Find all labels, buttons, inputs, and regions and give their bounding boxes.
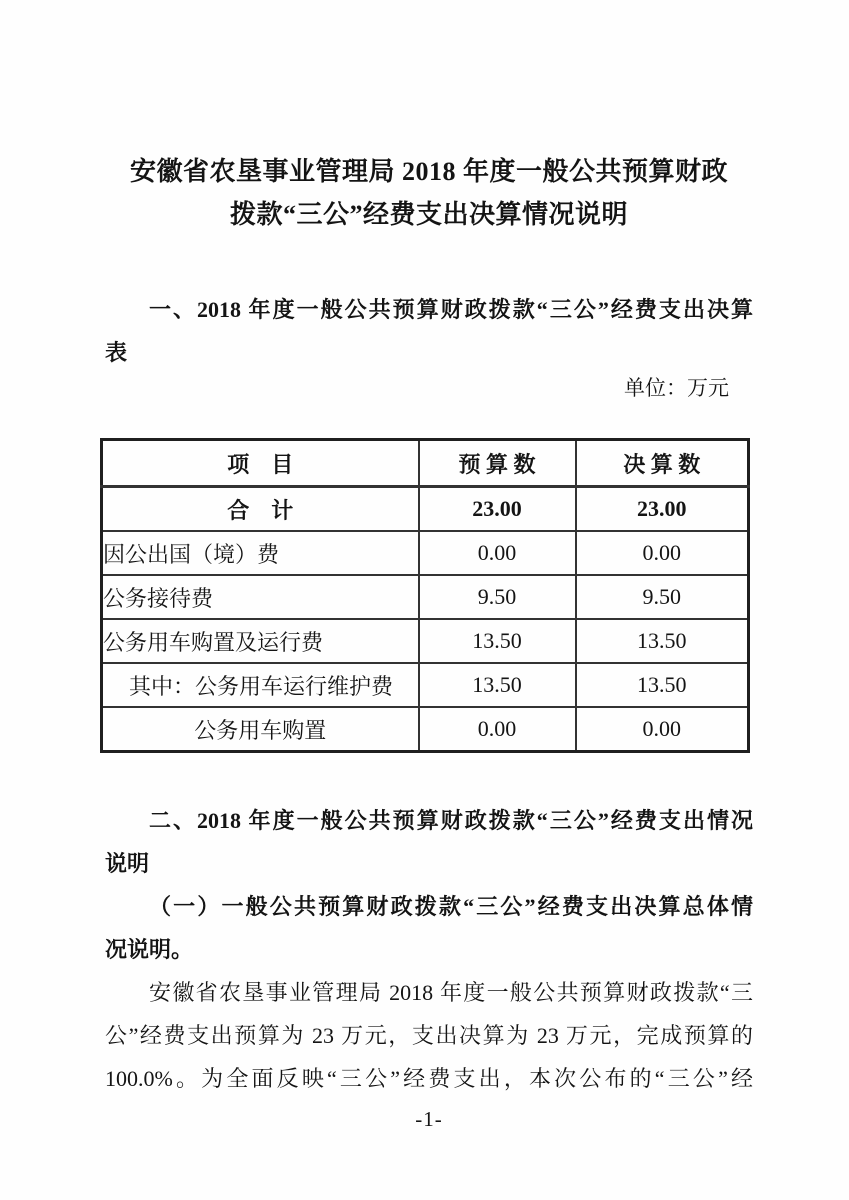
row-item-label: 合 计 [102,487,419,532]
row-budget-value: 0.00 [419,531,576,575]
row-budget-value: 13.50 [419,663,576,707]
section-1-heading [105,288,753,374]
row-final-value: 23.00 [576,487,749,532]
row-final-value: 13.50 [576,663,749,707]
table-header-row [102,440,749,487]
row-final-value: 0.00 [576,531,749,575]
subsection-1-heading-line-2: 况说明。 [105,937,194,962]
row-final-value: 0.00 [576,707,749,752]
section-2-heading-line-2: 说明 [105,851,150,876]
row-budget-value: 0.00 [419,707,576,752]
column-header-item: 项 目 [102,440,419,487]
section-2-heading-line-1: 二、2018 年度一般公共预算财政拨款“三公”经费支出情况 [149,808,753,833]
subsection-1-heading-line-1: （一）一般公共预算财政拨款“三公”经费支出决算总体情 [149,894,753,919]
row-budget-value: 23.00 [419,487,576,532]
row-item-label: 公务用车购置及运行费 [102,619,419,663]
doc-title [105,150,753,236]
table-row-reception-fee [102,575,749,619]
unit-label: 单位：万元 [624,376,729,400]
body-paragraph [105,971,753,1100]
column-header-final: 决 算 数 [576,440,749,487]
subsection-1-heading [105,885,753,971]
table-row-total [102,487,749,532]
row-final-value: 13.50 [576,619,749,663]
column-header-budget: 预 算 数 [419,440,576,487]
row-final-value: 9.50 [576,575,749,619]
table-row-abroad-fee [102,531,749,575]
row-item-label: 其中：公务用车运行维护费 [102,663,419,707]
table-row-vehicle-purchase-and-operation [102,619,749,663]
table-row-vehicle-operation-maintenance [102,663,749,707]
body-paragraph-line-1: 安徽省农垦事业管理局 2018 年度一般公共预算财政拨款“三 [149,980,753,1005]
section-1-heading-line-2: 表 [105,340,128,365]
row-item-label: 公务用车购置 [102,707,419,752]
section-2-heading [105,799,753,885]
three-public-expense-table [100,438,750,753]
doc-title-line-1: 安徽省农垦事业管理局 2018 年度一般公共预算财政 [129,157,728,186]
body-paragraph-line-2: 公”经费支出预算为 23 万元，支出决算为 23 万元，完成预算的 [105,1023,753,1048]
row-item-label: 因公出国（境）费 [102,531,419,575]
body-paragraph-line-3: 100.0%。为全面反映“三公”经费支出，本次公布的“三公”经 [105,1066,753,1091]
page-number: -1- [415,1107,443,1131]
row-item-label: 公务接待费 [102,575,419,619]
row-budget-value: 13.50 [419,619,576,663]
table-row-vehicle-purchase [102,707,749,752]
row-budget-value: 9.50 [419,575,576,619]
section-1-heading-line-1: 一、2018 年度一般公共预算财政拨款“三公”经费支出决算 [149,297,753,322]
doc-title-line-2: 拨款“三公”经费支出决算情况说明 [229,200,628,229]
